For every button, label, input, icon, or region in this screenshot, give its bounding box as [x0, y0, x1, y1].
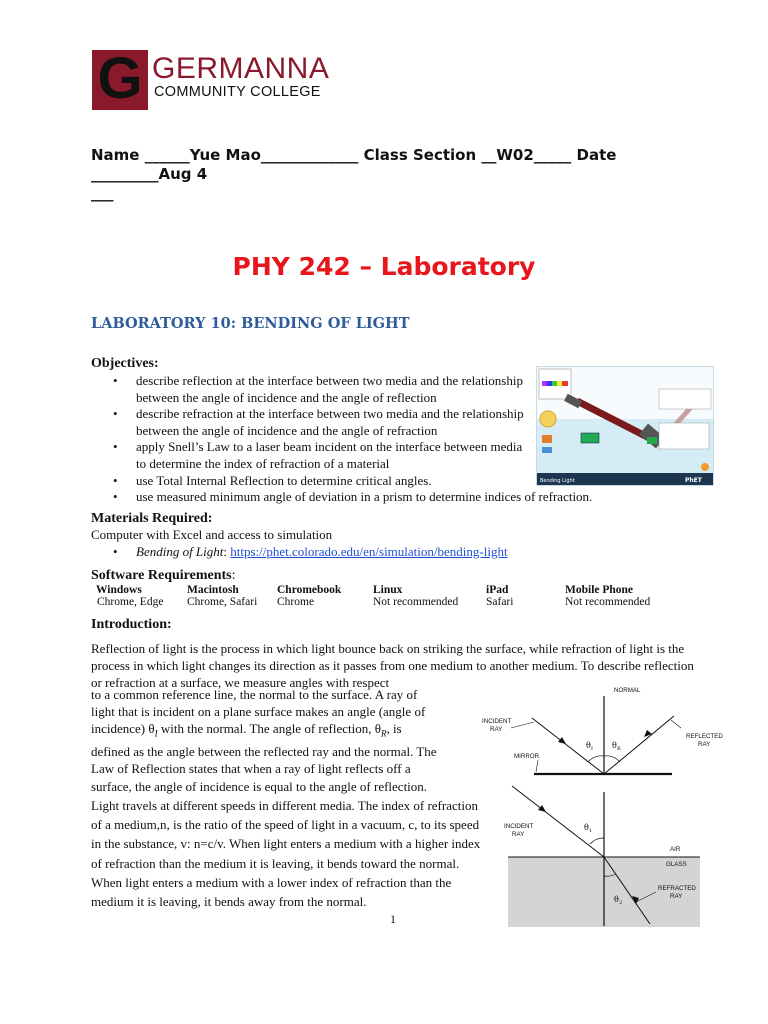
incident-ray-label: RAY — [490, 726, 503, 733]
logo-g-letter: G — [97, 46, 143, 111]
reflection-refraction-diagram — [476, 680, 732, 930]
software-column-value: Chrome, Edge — [97, 596, 164, 608]
introduction-paragraph-2 — [91, 686, 461, 795]
paragraph-line: surface, the angle of incidence is equal to the angle of reflection. — [91, 778, 428, 794]
software-column-name: Windows — [96, 584, 142, 596]
list-item: • use measured minimum angle of deviation in a prism to determine indices of refraction. — [91, 489, 696, 506]
theta-i-subscript: I — [591, 746, 593, 752]
software-column-value: Chrome, Safari — [187, 596, 258, 608]
list-item: • describe refraction at the interface between two media and the relationship between the angle of incidence and the angle of refraction — [91, 406, 531, 439]
objectives-heading: Objectives: — [91, 356, 159, 371]
introduction-heading: Introduction: — [91, 617, 172, 632]
simulation-graphic — [537, 367, 713, 485]
software-heading-suffix: : — [231, 568, 236, 583]
software-column — [187, 584, 257, 608]
simulation-screenshot — [536, 366, 714, 486]
air-label: AIR — [670, 846, 681, 853]
software-column — [96, 584, 163, 608]
simulation-separator: : — [223, 543, 231, 559]
software-column — [486, 584, 513, 608]
materials-list — [91, 544, 691, 561]
reflected-ray-label: RAY — [698, 741, 711, 748]
subscript-i: I — [154, 729, 158, 739]
software-column-value: Chrome — [277, 596, 315, 608]
simulation-link[interactable]: https://phet.colorado.edu/en/simulation/bending-light — [230, 543, 508, 559]
page-number: 1 — [390, 912, 396, 926]
refracted-ray-label: REFRACTED — [658, 885, 696, 892]
list-item: • apply Snell’s Law to a laser beam incident on the interface between media to determine the index of refraction of a material — [91, 439, 531, 472]
incident-ray-label-2: RAY — [512, 831, 525, 838]
refracted-ray-label: RAY — [670, 893, 683, 900]
logo-subtitle: COMMUNITY COLLEGE — [154, 84, 321, 100]
logo-name: GERMANNA — [152, 52, 330, 85]
student-info-line2: _________Aug 4 — [91, 165, 208, 183]
incident-ray-label-2: INCIDENT — [504, 823, 534, 830]
software-heading: Software Requirements — [91, 568, 232, 583]
software-column-name: Chromebook — [277, 584, 342, 596]
theta-r-subscript: R — [617, 746, 621, 752]
theta-1-symbol: θ — [584, 823, 589, 832]
student-info-line3: ___ — [91, 184, 114, 202]
software-column-value: Not recommended — [565, 596, 651, 608]
incident-ray-label: INCIDENT — [482, 718, 512, 725]
paragraph-line: light that is incident on a plane surface makes an angle (angle of — [91, 704, 426, 720]
theta-2-symbol: θ — [614, 895, 619, 904]
paragraph-line: defined as the angle between the reflected ray and the normal. The — [91, 744, 437, 760]
subscript-r: R — [380, 729, 387, 739]
materials-text: Computer with Excel and access to simulation — [91, 527, 333, 542]
diagram-graphic — [476, 680, 732, 930]
reflected-ray-label: REFLECTED — [686, 733, 723, 740]
software-heading-wrap — [91, 566, 236, 584]
student-info-line1: Name ______Yue Mao_____________ Class Section __W02_____ Date — [91, 146, 617, 164]
materials-section — [91, 511, 691, 560]
software-column-name: Mobile Phone — [565, 584, 634, 596]
list-item: • describe reflection at the interface between two media and the relationship between the angle of incidence and the angle of reflection — [91, 373, 531, 406]
glass-label: GLASS — [666, 861, 687, 868]
lab-title: LABORATORY 10: BENDING OF LIGHT — [91, 315, 410, 332]
mirror-label: MIRROR — [514, 753, 540, 760]
paragraph-line — [91, 720, 461, 743]
phet-logo: PhET — [685, 477, 702, 484]
software-column — [565, 584, 650, 608]
software-column-value: Safari — [486, 596, 514, 608]
paragraph-line: Law of Reflection states that when a ray of light reflects off a — [91, 761, 411, 777]
materials-heading: Materials Required: — [91, 511, 213, 526]
page-title: PHY 242 – Laboratory — [232, 252, 536, 281]
software-column — [277, 584, 341, 608]
introduction-paragraph-1: Reflection of light is the process in which light bounce back on striking the surface, while refraction of light is the process in which light changes its direction as it passes from one medium to another medium. To describe reflection or refraction at a surface, we measure angles with respect — [91, 641, 694, 691]
software-column — [373, 584, 458, 608]
college-logo — [92, 46, 332, 112]
normal-label: NORMAL — [614, 687, 641, 694]
software-column-value: Not recommended — [373, 596, 459, 608]
student-info — [91, 146, 691, 203]
paragraph-text: with the normal. The angle of reflection, θ — [157, 721, 381, 737]
software-column-name: Linux — [373, 584, 403, 596]
software-column-name: Macintosh — [187, 584, 239, 596]
theta-i-symbol: θ — [586, 741, 591, 750]
introduction-paragraph-3: Light travels at different speeds in different media. The index of refraction of a medium,n, is the ratio of the speed of light in a vacuum, c, to its speed in the substance, v: n=c/v. When light enters a medium with a higher index of refraction than the medium it is leaving, it bends toward the normal. When light enters a medium with a lower index of refraction than the medium it is leaving, it bends away from the normal. — [91, 798, 481, 910]
simulation-caption: Bending Light — [540, 478, 575, 484]
software-column-name: iPad — [486, 584, 509, 596]
paragraph-text: incidence) θ — [91, 721, 155, 737]
paragraph-text: , is — [386, 721, 402, 737]
theta-2-subscript: 2 — [619, 900, 623, 906]
list-item — [91, 544, 691, 561]
simulation-name: Bending of Light — [136, 543, 224, 559]
theta-1-subscript: 1 — [589, 828, 593, 834]
theta-r-symbol: θ — [612, 741, 617, 750]
paragraph-line: to a common reference line, the normal to the surface. A ray of — [91, 687, 418, 702]
list-item: • use Total Internal Reflection to determine critical angles. — [91, 473, 531, 490]
